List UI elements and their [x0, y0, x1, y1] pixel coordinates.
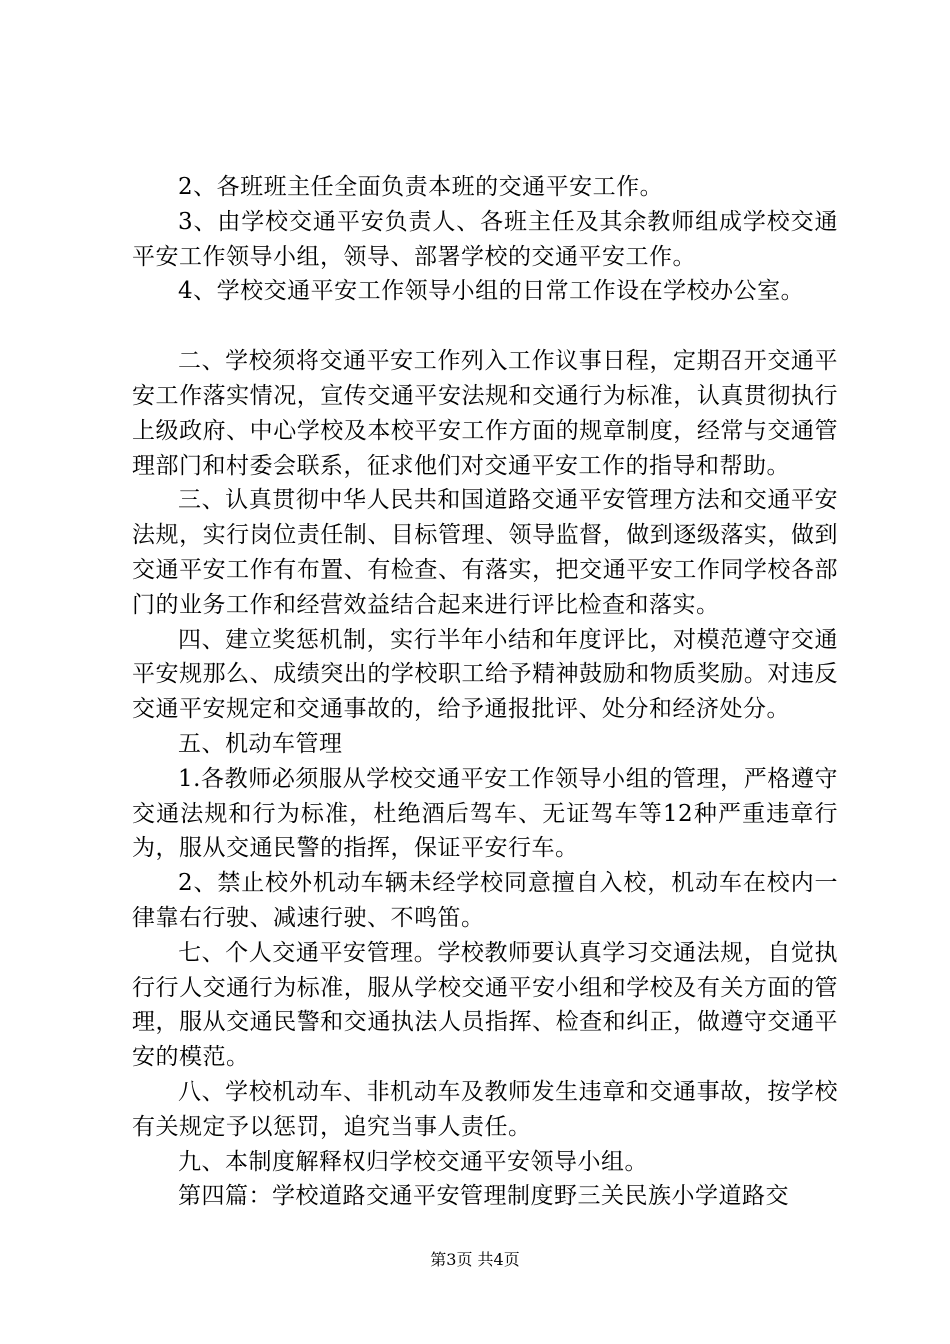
paragraph-3: 4、学校交通平安工作领导小组的日常工作设在学校办公室。	[178, 278, 805, 305]
paragraph-10: 七、个人交通平安管理。学校教师要认真学习交通法规，自觉执行行人交通行为标准，服从学校交通平安小组和学校及有关方面的管理，服从交通民警和交通执法人员指挥、检查和纠正，做遵守交通平安的模范。	[132, 939, 838, 1071]
paragraph-5: 三、认真贯彻中华人民共和国道路交通平安管理方法和交通平安法规，实行岗位责任制、目标管理、领导监督，做到逐级落实，做到交通平安工作有布置、有检查、有落实，把交通平安工作同学校各部门的业务工作和经营效益结合起来进行评比检查和落实。	[132, 487, 838, 618]
paragraph-11: 八、学校机动车、非机动车及教师发生违章和交通事故，按学校有关规定予以惩罚，追究当事人责任。	[132, 1078, 838, 1140]
paragraph-1: 2、各班班主任全面负责本班的交通平安工作。	[178, 174, 664, 200]
paragraph-6: 四、建立奖惩机制，实行半年小结和年度评比，对模范遵守交通平安规那么、成绩突出的学校职工给予精神鼓励和物质奖励。对违反交通平安规定和交通事故的，给予通报批评、处分和经济处分。	[132, 626, 838, 723]
paragraph-4: 二、学校须将交通平安工作列入工作议事日程，定期召开交通平安工作落实情况，宣传交通平安法规和交通行为标准，认真贯彻执行上级政府、中心学校及本校平安工作方面的规章制度，经常与交通管理部门和村委会联系，征求他们对交通平安工作的指导和帮助。	[132, 348, 838, 479]
paragraph-8: 1.各教师必须服从学校交通平安工作领导小组的管理，严格遵守交通法规和行为标准，杜绝酒后驾车、无证驾车等12种严重违章行为，服从交通民警的指挥，保证平安行车。	[132, 765, 838, 862]
document-body	[132, 170, 838, 1214]
paragraph-13: 第四篇：学校道路交通平安管理制度野三关民族小学道路交	[178, 1183, 789, 1210]
paragraph-12: 九、本制度解释权归学校交通平安领导小组。	[178, 1148, 648, 1175]
page-number-footer: 第3页 共4页	[430, 1250, 520, 1269]
paragraph-spacer	[132, 309, 838, 344]
paragraph-7: 五、机动车管理	[178, 730, 343, 757]
paragraph-9: 2、禁止校外机动车辆未经学校同意擅自入校，机动车在校内一律靠右行驶、减速行驶、不鸣笛。	[132, 870, 838, 931]
paragraph-2: 3、由学校交通平安负责人、各班主任及其余教师组成学校交通平安工作领导小组，领导、部署学校的交通平安工作。	[132, 208, 838, 270]
